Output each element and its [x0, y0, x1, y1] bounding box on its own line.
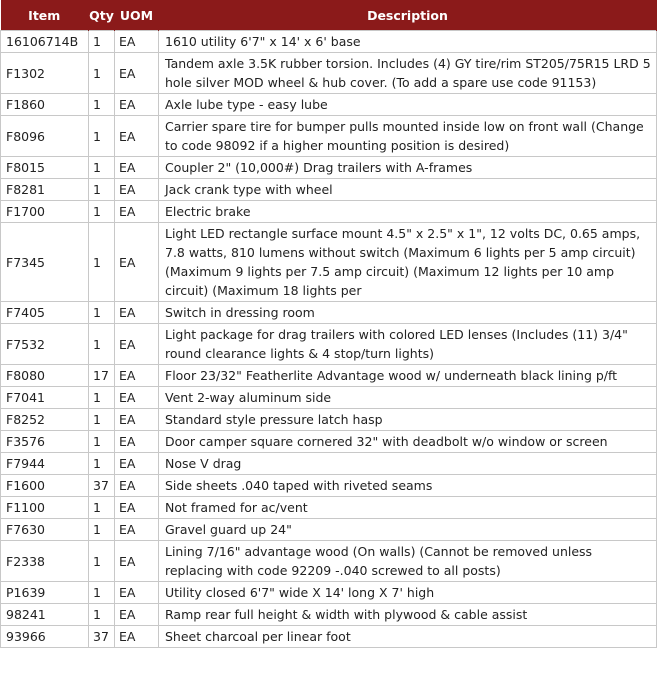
cell-description: Jack crank type with wheel: [159, 179, 657, 201]
table-row: [1, 365, 657, 387]
cell-uom: EA: [115, 94, 159, 116]
cell-qty: 1: [89, 541, 115, 582]
table-row: [1, 157, 657, 179]
cell-uom: EA: [115, 431, 159, 453]
cell-qty: 1: [89, 302, 115, 324]
cell-description: Standard style pressure latch hasp: [159, 409, 657, 431]
cell-description: Side sheets .040 taped with riveted seams: [159, 475, 657, 497]
cell-uom: EA: [115, 302, 159, 324]
cell-uom: EA: [115, 541, 159, 582]
header-qty: Qty: [89, 0, 115, 31]
cell-item: F7532: [1, 324, 89, 365]
cell-item: F8080: [1, 365, 89, 387]
table-row: [1, 387, 657, 409]
cell-description: Sheet charcoal per linear foot: [159, 626, 657, 648]
cell-qty: 1: [89, 179, 115, 201]
cell-uom: EA: [115, 497, 159, 519]
header-row: [1, 0, 657, 31]
cell-qty: 37: [89, 626, 115, 648]
table-body: [1, 31, 657, 648]
table-row: [1, 497, 657, 519]
cell-qty: 1: [89, 409, 115, 431]
cell-uom: EA: [115, 409, 159, 431]
cell-item: 98241: [1, 604, 89, 626]
table-row: [1, 201, 657, 223]
cell-qty: 1: [89, 223, 115, 302]
cell-uom: EA: [115, 53, 159, 94]
cell-uom: EA: [115, 31, 159, 53]
cell-item: 16106714B: [1, 31, 89, 53]
cell-item: F7345: [1, 223, 89, 302]
table-row: [1, 116, 657, 157]
header-uom: UOM: [115, 0, 159, 31]
cell-qty: 1: [89, 604, 115, 626]
cell-description: Carrier spare tire for bumper pulls mounted inside low on front wall (Change to code 98092 if a higher mounting position is desired): [159, 116, 657, 157]
table-row: [1, 179, 657, 201]
cell-description: Switch in dressing room: [159, 302, 657, 324]
cell-qty: 1: [89, 387, 115, 409]
cell-item: F7405: [1, 302, 89, 324]
cell-uom: EA: [115, 475, 159, 497]
cell-description: Axle lube type - easy lube: [159, 94, 657, 116]
cell-description: Coupler 2" (10,000#) Drag trailers with A-frames: [159, 157, 657, 179]
table-row: [1, 431, 657, 453]
cell-description: Light LED rectangle surface mount 4.5" x 2.5" x 1", 12 volts DC, 0.65 amps, 7.8 watts, 810 lumens without switch (Maximum 6 lights per 5 amp circuit) (Maximum 9 lights per 7.5 amp circuit) (Maximum 12 lights per 10 amp circuit) (Maximum 18 lights per: [159, 223, 657, 302]
cell-qty: 1: [89, 497, 115, 519]
cell-description: Floor 23/32" Featherlite Advantage wood w/ underneath black lining p/ft: [159, 365, 657, 387]
cell-item: F8015: [1, 157, 89, 179]
cell-description: Utility closed 6'7" wide X 14' long X 7' high: [159, 582, 657, 604]
cell-description: Ramp rear full height & width with plywood & cable assist: [159, 604, 657, 626]
cell-description: Vent 2-way aluminum side: [159, 387, 657, 409]
cell-item: 93966: [1, 626, 89, 648]
table-row: [1, 626, 657, 648]
cell-description: Nose V drag: [159, 453, 657, 475]
cell-description: Door camper square cornered 32" with deadbolt w/o window or screen: [159, 431, 657, 453]
cell-item: P1639: [1, 582, 89, 604]
cell-description: Lining 7/16" advantage wood (On walls) (Cannot be removed unless replacing with code 92209 -.040 screwed to all posts): [159, 541, 657, 582]
cell-qty: 1: [89, 201, 115, 223]
cell-item: F7944: [1, 453, 89, 475]
header-description: Description: [159, 0, 657, 31]
cell-qty: 1: [89, 431, 115, 453]
cell-item: F1100: [1, 497, 89, 519]
table-row: [1, 541, 657, 582]
table-row: [1, 223, 657, 302]
table-row: [1, 94, 657, 116]
table-row: [1, 453, 657, 475]
cell-uom: EA: [115, 519, 159, 541]
cell-description: 1610 utility 6'7" x 14' x 6' base: [159, 31, 657, 53]
cell-item: F8096: [1, 116, 89, 157]
header-item: Item: [1, 0, 89, 31]
cell-uom: EA: [115, 223, 159, 302]
table-row: [1, 324, 657, 365]
cell-item: F1600: [1, 475, 89, 497]
cell-description: Tandem axle 3.5K rubber torsion. Includes (4) GY tire/rim ST205/75R15 LRD 5 hole silver MOD wheel & hub cover. (To add a spare use code 91153): [159, 53, 657, 94]
cell-item: F1860: [1, 94, 89, 116]
cell-qty: 1: [89, 582, 115, 604]
table-row: [1, 475, 657, 497]
cell-uom: EA: [115, 582, 159, 604]
cell-qty: 1: [89, 519, 115, 541]
cell-uom: EA: [115, 626, 159, 648]
cell-uom: EA: [115, 116, 159, 157]
cell-description: Not framed for ac/vent: [159, 497, 657, 519]
cell-uom: EA: [115, 604, 159, 626]
cell-description: Light package for drag trailers with colored LED lenses (Includes (11) 3/4" round clearance lights & 4 stop/turn lights): [159, 324, 657, 365]
cell-qty: 1: [89, 94, 115, 116]
cell-item: F7041: [1, 387, 89, 409]
table-row: [1, 519, 657, 541]
cell-description: Gravel guard up 24": [159, 519, 657, 541]
cell-qty: 1: [89, 453, 115, 475]
cell-uom: EA: [115, 365, 159, 387]
table-row: [1, 31, 657, 53]
cell-qty: 1: [89, 157, 115, 179]
table-row: [1, 582, 657, 604]
cell-uom: EA: [115, 324, 159, 365]
table-row: [1, 409, 657, 431]
cell-uom: EA: [115, 157, 159, 179]
cell-qty: 1: [89, 324, 115, 365]
cell-item: F7630: [1, 519, 89, 541]
cell-item: F2338: [1, 541, 89, 582]
cell-description: Electric brake: [159, 201, 657, 223]
cell-uom: EA: [115, 201, 159, 223]
table-row: [1, 302, 657, 324]
cell-qty: 1: [89, 53, 115, 94]
cell-item: F3576: [1, 431, 89, 453]
cell-item: F1302: [1, 53, 89, 94]
cell-qty: 37: [89, 475, 115, 497]
cell-uom: EA: [115, 453, 159, 475]
cell-item: F1700: [1, 201, 89, 223]
cell-qty: 1: [89, 116, 115, 157]
table-row: [1, 53, 657, 94]
cell-qty: 1: [89, 31, 115, 53]
table-row: [1, 604, 657, 626]
cell-item: F8281: [1, 179, 89, 201]
cell-uom: EA: [115, 179, 159, 201]
cell-qty: 17: [89, 365, 115, 387]
cell-uom: EA: [115, 387, 159, 409]
cell-item: F8252: [1, 409, 89, 431]
